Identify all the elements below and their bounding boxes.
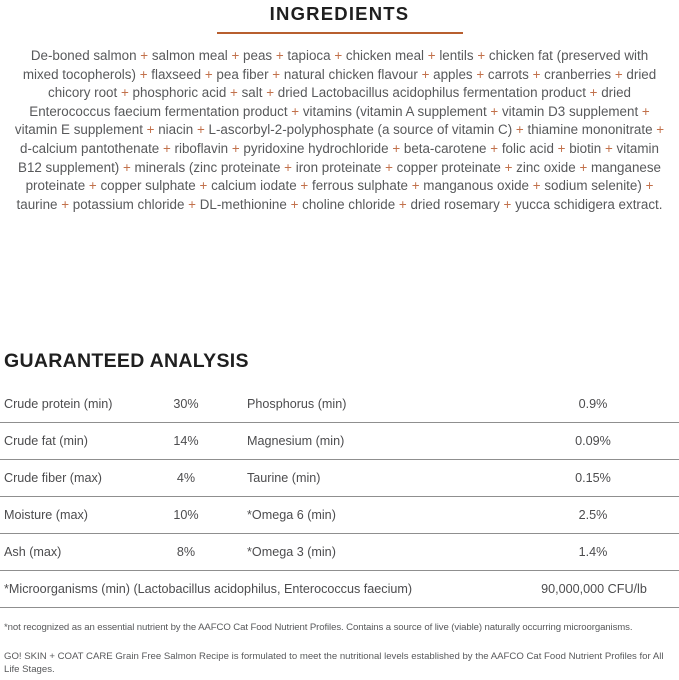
analysis-label-right: *Omega 3 (min) bbox=[247, 545, 336, 560]
plus-separator: + bbox=[604, 140, 613, 156]
microorganisms-value: 90,000,000 CFU/lb bbox=[541, 582, 647, 597]
plus-separator: + bbox=[427, 48, 436, 63]
analysis-value-left: 8% bbox=[176, 545, 196, 560]
plus-separator: + bbox=[490, 103, 499, 119]
plus-separator: + bbox=[140, 48, 149, 63]
analysis-row bbox=[0, 497, 679, 534]
microorganisms-row bbox=[0, 571, 679, 608]
guaranteed-analysis-heading: GUARANTEED ANALYSIS bbox=[4, 350, 249, 373]
analysis-label-left: Crude fat (min) bbox=[4, 434, 88, 449]
plus-separator: + bbox=[272, 66, 281, 82]
plus-separator: + bbox=[88, 178, 97, 194]
plus-separator: + bbox=[300, 178, 309, 194]
plus-separator: + bbox=[504, 159, 513, 175]
plus-separator: + bbox=[589, 85, 598, 101]
analysis-row bbox=[0, 460, 679, 497]
plus-separator: + bbox=[503, 196, 512, 212]
plus-separator: + bbox=[557, 140, 566, 156]
analysis-value-left: 10% bbox=[173, 508, 199, 523]
plus-separator: + bbox=[196, 122, 205, 138]
analysis-label-right: Magnesium (min) bbox=[247, 434, 345, 449]
plus-separator: + bbox=[421, 66, 430, 82]
plus-separator: + bbox=[284, 159, 292, 175]
analysis-value-right: 1.4% bbox=[578, 545, 608, 560]
plus-separator: + bbox=[392, 140, 401, 156]
analysis-label-left: Moisture (max) bbox=[4, 508, 88, 523]
plus-separator: + bbox=[162, 140, 171, 156]
analysis-value-right: 2.5% bbox=[578, 508, 608, 523]
analysis-value-left: 30% bbox=[173, 397, 199, 412]
plus-separator: + bbox=[188, 196, 196, 212]
plus-separator: + bbox=[290, 196, 299, 212]
plus-separator: + bbox=[532, 66, 541, 82]
plus-separator: + bbox=[385, 159, 393, 175]
analysis-table bbox=[0, 386, 679, 608]
analysis-label-left: Crude fiber (max) bbox=[4, 471, 102, 486]
plus-separator: + bbox=[476, 66, 485, 82]
plus-separator: + bbox=[61, 196, 70, 212]
plus-separator: + bbox=[120, 85, 129, 101]
analysis-label-right: Phosphorus (min) bbox=[247, 397, 347, 412]
microorganisms-label: *Microorganisms (min) (Lactobacillus acidophilus, Enterococcus faecium) bbox=[4, 582, 413, 597]
analysis-label-right: Taurine (min) bbox=[247, 471, 321, 486]
plus-separator: + bbox=[199, 178, 208, 194]
analysis-value-right: 0.09% bbox=[575, 434, 611, 449]
plus-separator: + bbox=[532, 178, 541, 194]
plus-separator: + bbox=[490, 140, 499, 156]
analysis-row bbox=[0, 534, 679, 571]
plus-separator: + bbox=[231, 48, 240, 63]
plus-separator: + bbox=[231, 140, 240, 156]
analysis-label-right: *Omega 6 (min) bbox=[247, 508, 336, 523]
plus-separator: + bbox=[398, 196, 407, 212]
analysis-label-left: Crude protein (min) bbox=[4, 397, 113, 412]
plus-separator: + bbox=[230, 85, 238, 101]
ingredients-heading-rule bbox=[217, 32, 463, 34]
plus-separator: + bbox=[146, 122, 155, 138]
plus-separator: + bbox=[122, 159, 131, 175]
footnote-nutrient-disclaimer: *not recognized as an essential nutrient by the AAFCO Cat Food Nutrient Profiles. Contains a source of live (viable) naturally occurring microorganisms. bbox=[4, 622, 633, 634]
plus-separator: + bbox=[139, 66, 148, 82]
footnote-aafco-statement: GO! SKIN + COAT CARE Grain Free Salmon Recipe is formulated to meet the nutritional levels established by the AAFCO Cat Food Nutrient Profiles for All Life Stages. bbox=[4, 651, 664, 676]
analysis-row bbox=[0, 386, 679, 423]
plus-separator: + bbox=[579, 159, 588, 175]
analysis-value-left: 4% bbox=[176, 471, 196, 486]
plus-separator: + bbox=[291, 103, 300, 119]
plus-separator: + bbox=[334, 48, 343, 63]
plus-separator: + bbox=[411, 178, 420, 194]
plus-separator: + bbox=[515, 122, 524, 138]
plus-separator: + bbox=[645, 178, 654, 194]
plus-separator: + bbox=[204, 66, 213, 82]
plus-separator: + bbox=[477, 48, 486, 63]
ingredients-paragraph: De-boned salmon + salmon meal + peas + tapioca + chicken meal + lentils + chicken fat (preserved with mixed tocopherols) + flaxseed + pea fiber + natural chicken flavour + apples + carrots + cranberries + dried chicory root + phosphoric acid + salt + dried Lactobacillus acidophilus fermentation product + dried Enterococcus faecium fermentation product + vitamins (vitamin A supplement + vitamin D3 supplement + vitamin E supplement + niacin + L-ascorbyl-2-polyphosphate (a source of vitamin C) + thiamine mononitrate + d-calcium pantothenate + riboflavin + pyridoxine hydrochloride + beta-carotene + folic acid + biotin + vitamin B12 supplement) + minerals (zinc proteinate + iron proteinate + copper proteinate + zinc oxide + manganese proteinate + copper sulphate + calcium iodate + ferrous sulphate + manganous oxide + sodium selenite) + taurine + potassium chloride + DL-methionine + choline chloride + dried rosemary + yucca schidigera extract. bbox=[14, 48, 665, 212]
plus-separator: + bbox=[275, 48, 284, 63]
plus-separator: + bbox=[614, 66, 623, 82]
analysis-value-left: 14% bbox=[173, 434, 199, 449]
analysis-row bbox=[0, 423, 679, 460]
ingredients-heading: INGREDIENTS bbox=[269, 3, 410, 24]
plus-separator: + bbox=[656, 122, 665, 138]
analysis-label-left: Ash (max) bbox=[4, 545, 62, 560]
plus-separator: + bbox=[641, 103, 650, 119]
plus-separator: + bbox=[266, 85, 275, 101]
analysis-value-right: 0.9% bbox=[578, 397, 608, 412]
analysis-value-right: 0.15% bbox=[575, 471, 611, 486]
